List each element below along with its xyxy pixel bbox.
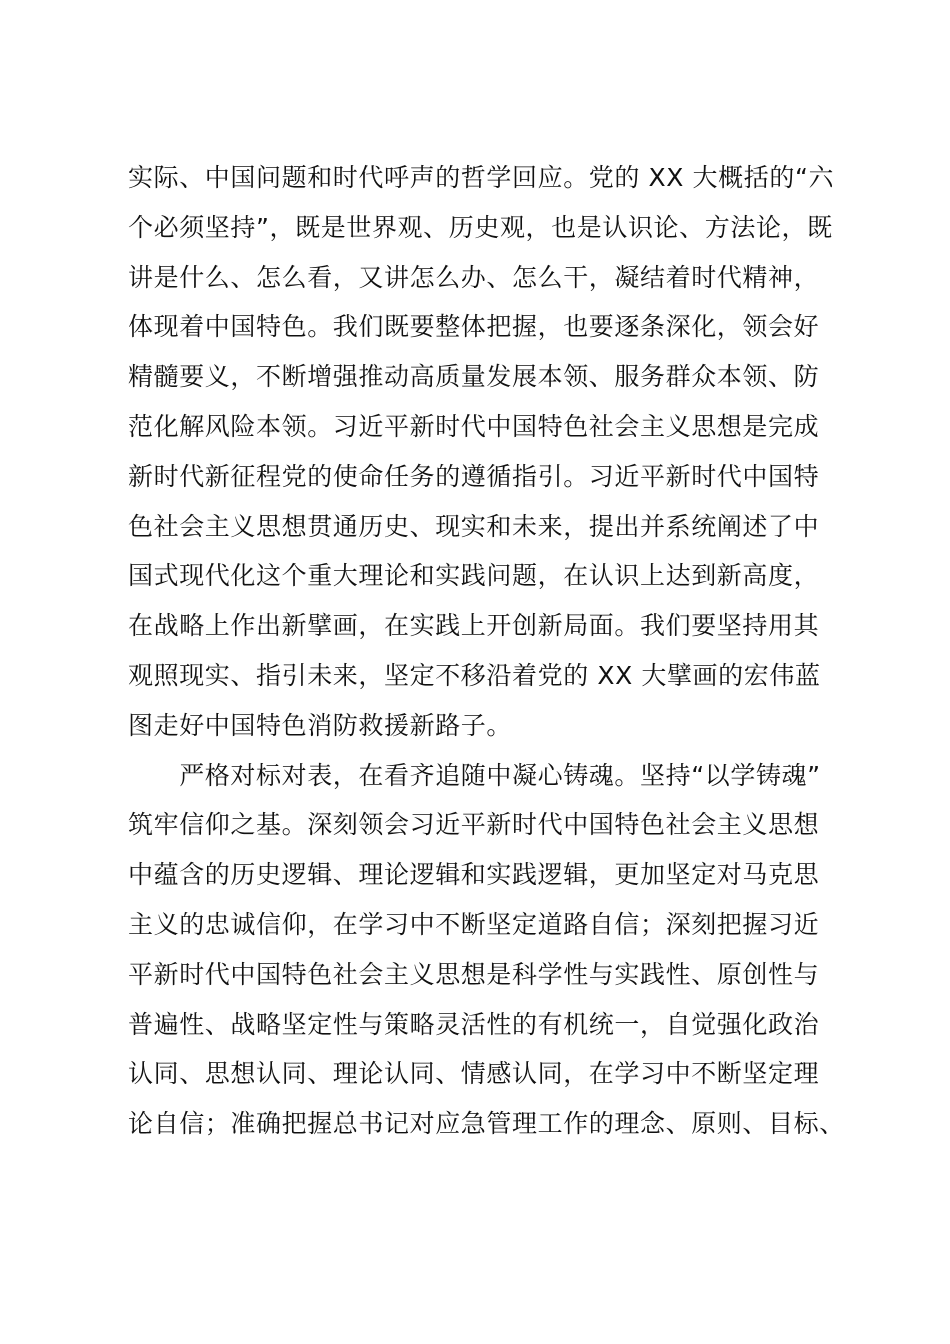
text-line: 主义的忠诚信仰，在学习中不断坚定道路自信；深刻把握习近: [128, 909, 820, 939]
text-line: 个必须坚持”，既是世界观、历史观，也是认识论、方法论，既: [128, 212, 833, 242]
text-line: 图走好中国特色消防救援新路子。: [128, 710, 513, 740]
text-line: 色社会主义思想贯通历史、现实和未来，提出并系统阐述了中: [128, 511, 820, 541]
text-line: 讲是什么、怎么看，又讲怎么办、怎么干，凝结着时代精神，: [128, 262, 820, 292]
text-line: 论自信；准确把握总书记对应急管理工作的理念、原则、目标、: [128, 1109, 845, 1139]
text-line: 体现着中国特色。我们既要整体把握，也要逐条深化，领会好: [128, 312, 820, 342]
text-line: 普遍性、战略坚定性与策略灵活性的有机统一，自觉强化政治: [128, 1009, 820, 1039]
text-line: 平新时代中国特色社会主义思想是科学性与实践性、原创性与: [128, 959, 820, 989]
body-text: [128, 153, 848, 1149]
text-line: 认同、思想认同、理论认同、情感认同，在学习中不断坚定理: [128, 1059, 820, 1089]
text-line: 观照现实、指引未来，坚定不移沿着党的 XX 大擘画的宏伟蓝: [128, 660, 821, 690]
text-line: 中蕴含的历史逻辑、理论逻辑和实践逻辑，更加坚定对马克思: [128, 860, 820, 890]
text-line: 在战略上作出新擘画，在实践上开创新局面。我们要坚持用其: [128, 611, 820, 641]
text-line: 范化解风险本领。习近平新时代中国特色社会主义思想是完成: [128, 411, 820, 441]
text-line: 新时代新征程党的使命任务的遵循指引。习近平新时代中国特: [128, 461, 820, 491]
text-line: 实际、中国问题和时代呼声的哲学回应。党的 XX 大概括的“六: [128, 163, 835, 192]
text-line: 筑牢信仰之基。深刻领会习近平新时代中国特色社会主义思想: [128, 810, 820, 840]
text-line: 精髓要义，不断增强推动高质量发展本领、服务群众本领、防: [128, 362, 820, 392]
paragraph-start-line: 严格对标对表，在看齐追随中凝心铸魂。坚持“以学铸魂”: [128, 760, 821, 790]
text-line: 国式现代化这个重大理论和实践问题，在认识上达到新高度，: [128, 561, 820, 591]
